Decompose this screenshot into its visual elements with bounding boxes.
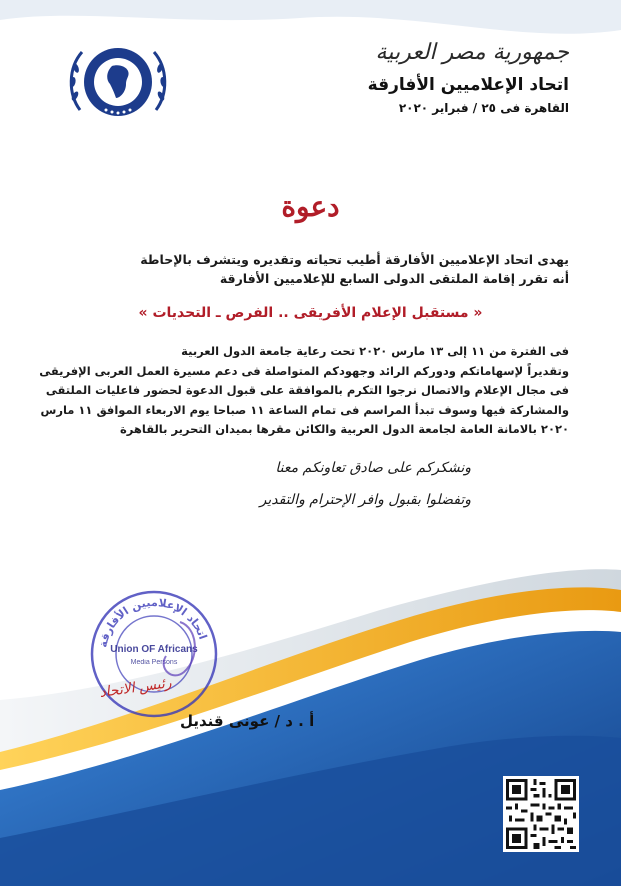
body-line: وتقديراً لإسهاماتكم ودوركم الرائد وجهودكم المتواصلة فى دعم مسيرة العمل العربى الإفريقى: [39, 363, 569, 378]
svg-text:Media Persons: Media Persons: [130, 659, 178, 666]
union-name: اتحاد الإعلاميين الأفارقة: [367, 75, 569, 95]
qr-code-icon: [503, 776, 579, 852]
signer-name: أ . د / عونى قنديل: [180, 712, 315, 730]
closing-lines: [51, 452, 471, 516]
invitation-title: دعوة: [281, 190, 340, 223]
svg-text:Union OF Africans: Union OF Africans: [110, 644, 198, 655]
closing-regards: وتفضلوا بقبول وافر الإحترام والتقدير: [259, 492, 471, 508]
country-name: جمهورية مصر العربية: [375, 40, 569, 65]
body-line: والمشاركة فيها وسوف تبدأ المراسم فى تمام الساعة ١١ صباحا يوم الاربعاء الموافق ١١ مارس: [40, 402, 569, 417]
union-logo-icon: [66, 38, 170, 128]
body-line: ٢٠٢٠ بالامانة العامة لجامعة الدول العربية والكائن مقرها بميدان التحرير بالقاهرة: [119, 422, 569, 436]
date-line: القاهرة فى ٢٥ / فبراير ٢٠٢٠: [398, 101, 569, 115]
official-stamp-icon: [88, 588, 220, 720]
intro-paragraph: [49, 250, 569, 288]
svg-text:رئيس الاتحاد: رئيس الاتحاد: [98, 675, 173, 702]
body-line: فى مجال الإعلام والاتصال نرجوا التكرم بالموافقة على قبول الدعوة لحضور فاعليات الملتقى: [45, 383, 569, 397]
svg-text:اتحاد الإعلاميين الأفارقة: اتحاد الإعلاميين الأفارقة: [96, 595, 210, 649]
intro-line: يهدى اتحاد الإعلاميين الأفارقة أطيب تحياته وتقديره ويتشرف بالإحاطة: [140, 252, 569, 267]
letterhead: [309, 40, 569, 115]
body-line: فى الفترة من ١١ إلى ١٣ مارس ٢٠٢٠ تحت رعاية جامعة الدول العربية: [181, 344, 569, 358]
intro-line: أنه تقرر إقامة الملتقى الدولى السابع للإعلاميين الأفارقة: [219, 271, 569, 286]
body-paragraph: [39, 342, 569, 440]
closing-thanks: ونشكركم على صادق تعاونكم معنا: [275, 460, 471, 476]
event-subject: « مستقبل الإعلام الأفريقى .. الفرص ـ التحديات »: [138, 305, 483, 321]
